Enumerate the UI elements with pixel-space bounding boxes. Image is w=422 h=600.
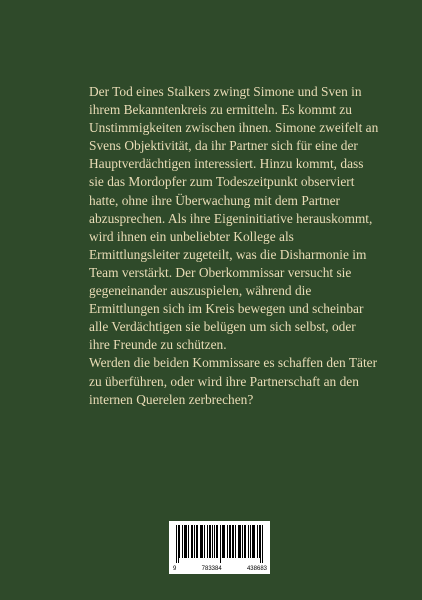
blurb-paragraph-1: Der Tod eines Stalkers zwingt Simone und Sven in ihrem Bekanntenkreis zu ermitteln. Es kommt zu Unstimmigkeiten zwischen ihnen. Simone zweifelt an Svens Objektivität, da ihr Partner sich für eine der Hauptverdächtigen interessiert. Hinzu kommt, dass sie das Mordopfer zum Todeszeitpunkt observiert hatte, ohne ihre Überwachung mit dem Partner abzusprechen. Als ihre Eigeninitiative herauskommt, wird ihnen ein unbeliebter Kollege als Ermittlungsleiter zugeteilt, was die Disharmonie im Team verstärkt. Der Oberkommissar versucht sie gegeneinander auszuspielen, während die Ermittlungen sich im Kreis bewegen und scheinbar alle Verdächtigen sie belügen um sich selbst, oder ihre Freunde zu schützen.	[89, 84, 379, 353]
barcode-bars	[176, 525, 263, 563]
barcode-digit-first: 9	[173, 566, 177, 572]
barcode-group-right: 438683	[246, 566, 267, 572]
barcode-group-left: 783384	[201, 566, 222, 572]
barcode-digits	[173, 566, 267, 572]
blurb-paragraph-2: Werden die beiden Kommissare es schaffen den Täter zu überführen, oder wird ihre Partnerschaft an den internen Querelen zerbrechen?	[89, 355, 378, 407]
blurb-text	[89, 83, 379, 409]
isbn-barcode	[169, 521, 270, 574]
